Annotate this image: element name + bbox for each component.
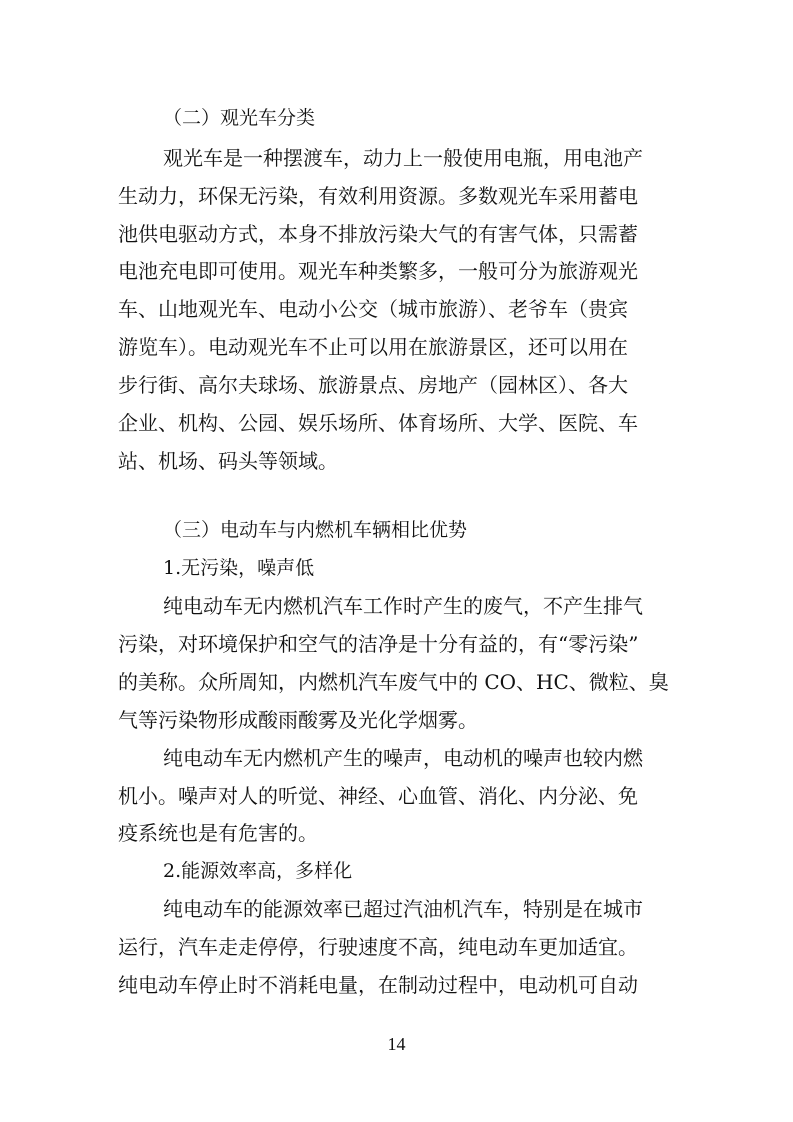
paragraph-line: 企业、机构、公园、娱乐场所、体育场所、大学、医院、车 bbox=[118, 411, 638, 435]
subsection-heading-energy-efficiency: 2.能源效率高，多样化 bbox=[163, 860, 353, 882]
paragraph-line: 步行街、高尔夫球场、旅游景点、房地产（园林区）、各大 bbox=[118, 373, 628, 397]
paragraph-line: 气等污染物形成酸雨酸雾及光化学烟雾。 bbox=[118, 708, 478, 732]
paragraph-line: 池供电驱动方式，本身不排放污染大气的有害气体，只需蓄 bbox=[118, 222, 638, 246]
section-heading-ev-advantages: （三）电动车与内燃机车辆相比优势 bbox=[163, 519, 468, 541]
paragraph-line: 疫系统也是有危害的。 bbox=[118, 821, 318, 845]
paragraph-line: 污染，对环境保护和空气的洁净是十分有益的，有“零污染” bbox=[118, 632, 639, 656]
paragraph-line: 游览车）。电动观光车不止可以用在旅游景区，还可以用在 bbox=[118, 335, 628, 359]
section-heading-sightseeing-car-classification: （二）观光车分类 bbox=[163, 107, 316, 129]
paragraph-line: 纯电动车停止时不消耗电量，在制动过程中，电动机可自动 bbox=[118, 973, 638, 997]
paragraph-line: 电池充电即可使用。观光车种类繁多，一般可分为旅游观光 bbox=[118, 259, 638, 283]
paragraph-line: 纯电动车无内燃机产生的噪声，电动机的噪声也较内燃 bbox=[163, 746, 643, 770]
paragraph-line: 纯电动车的能源效率已超过汽油机汽车，特别是在城市 bbox=[163, 897, 643, 921]
paragraph-line: 站、机场、码头等领域。 bbox=[118, 449, 338, 473]
paragraph-line: 运行，汽车走走停停，行驶速度不高，纯电动车更加适宜。 bbox=[118, 935, 638, 959]
paragraph-line: 机小。噪声对人的听觉、神经、心血管、消化、内分泌、免 bbox=[118, 784, 638, 808]
paragraph-line: 车、山地观光车、电动小公交（城市旅游）、老爷车（贵宾 bbox=[118, 297, 628, 321]
paragraph-line: 生动力，环保无污染，有效利用资源。多数观光车采用蓄电 bbox=[118, 184, 638, 208]
paragraph-line: 观光车是一种摆渡车，动力上一般使用电瓶，用电池产 bbox=[163, 146, 643, 170]
subsection-heading-no-pollution: 1.无污染，噪声低 bbox=[163, 557, 315, 579]
paragraph-line: 的美称。众所周知，内燃机汽车废气中的 CO、HC、微粒、臭 bbox=[118, 670, 669, 694]
page-number: 14 bbox=[387, 1034, 406, 1054]
paragraph-line: 纯电动车无内燃机汽车工作时产生的废气，不产生排气 bbox=[163, 594, 643, 618]
